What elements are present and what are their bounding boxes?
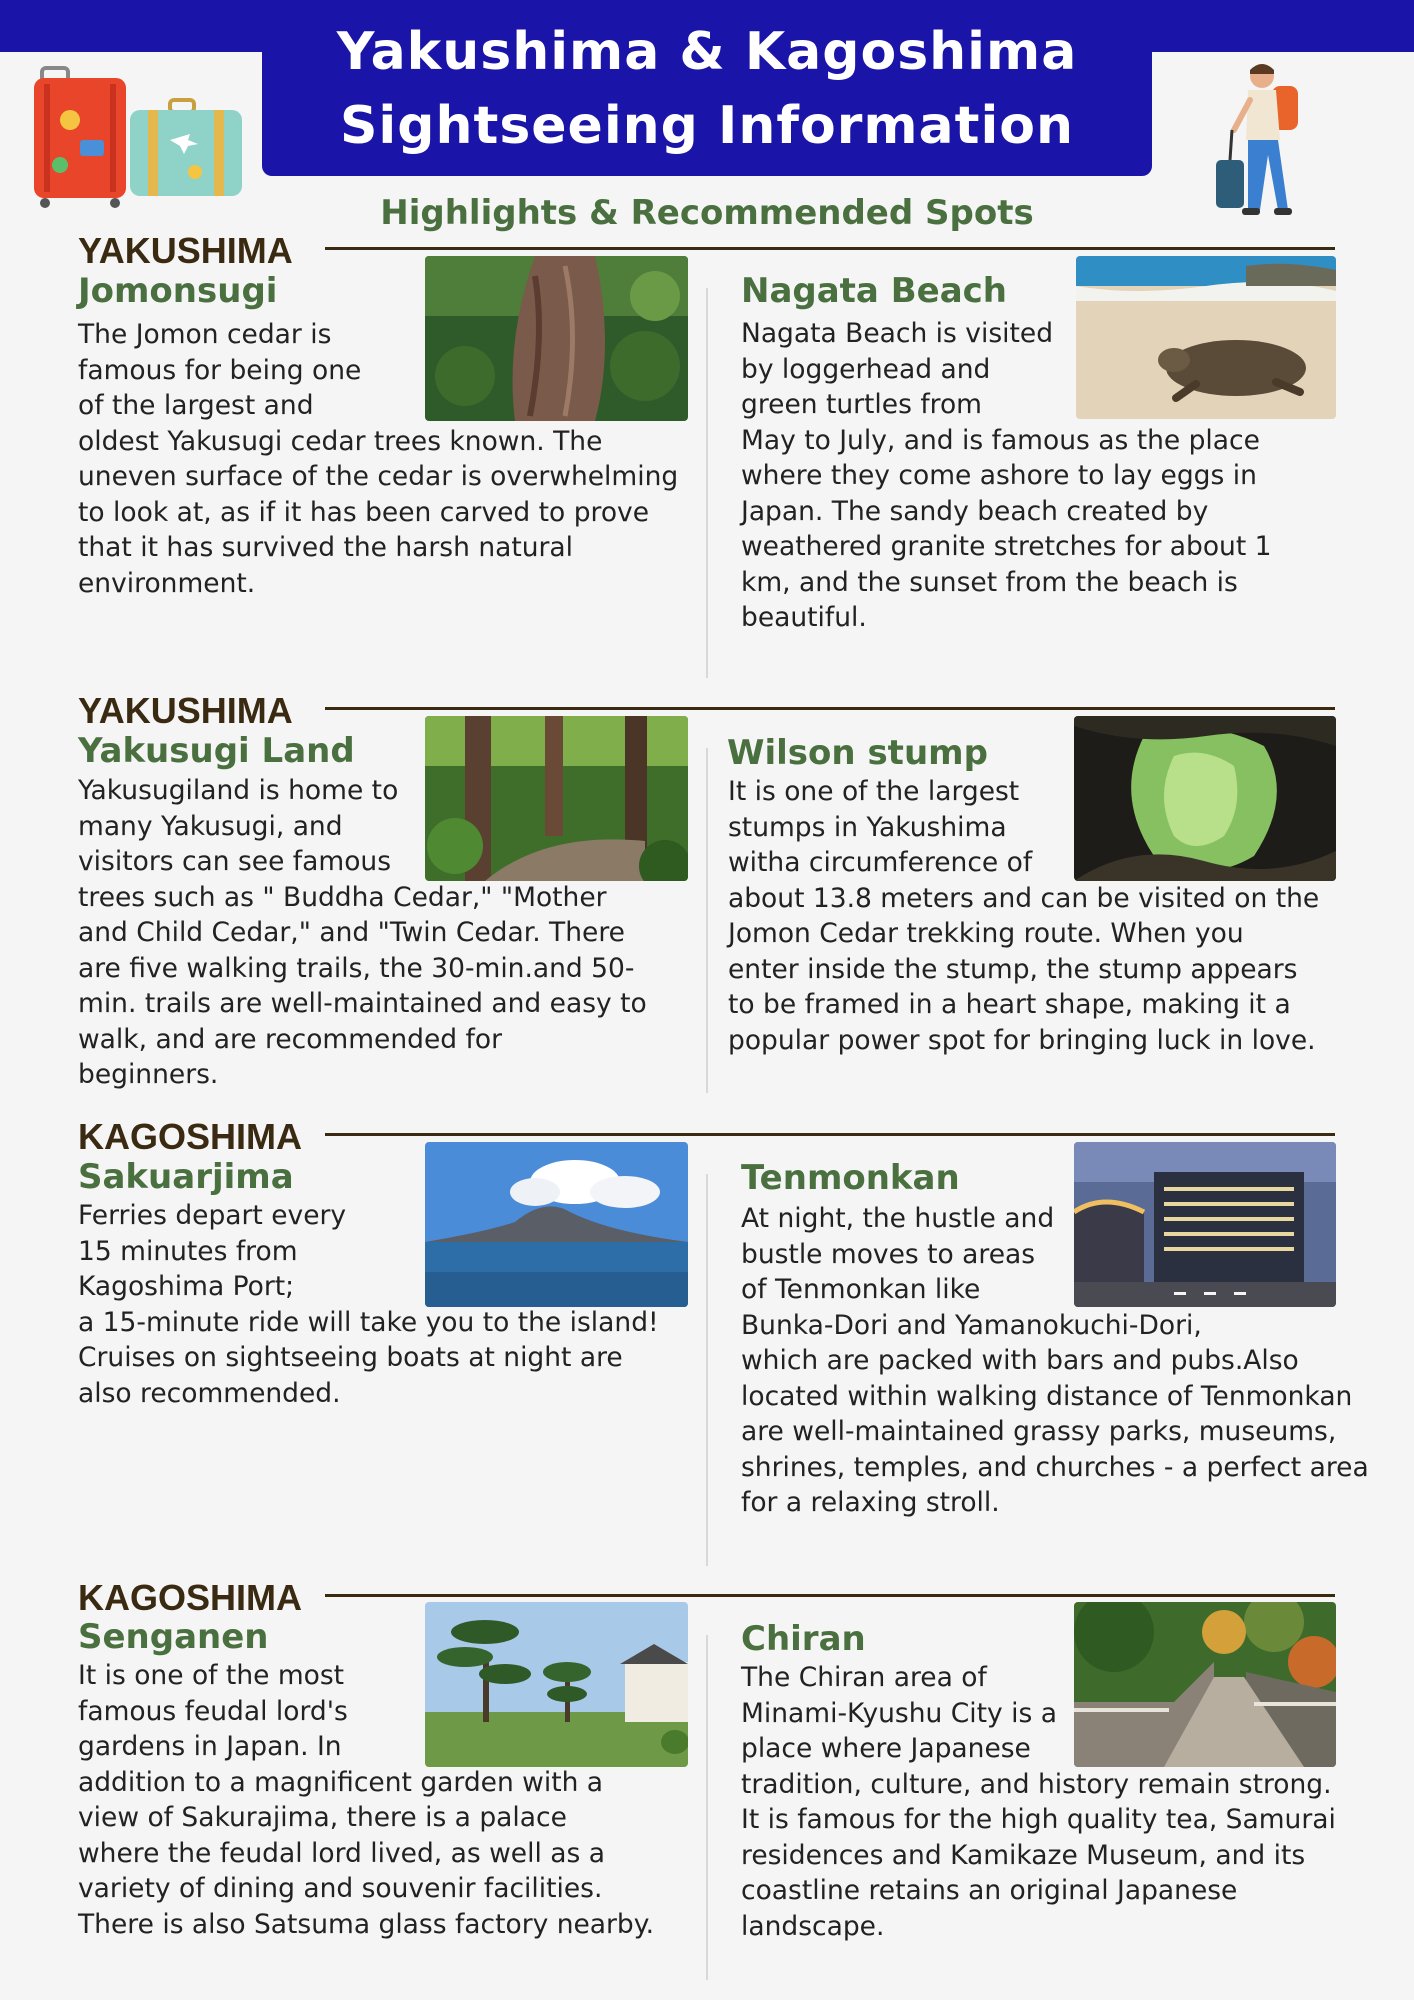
text-line: variety of dining and souvenir facilities. <box>78 1873 603 1904</box>
text-line: Minami-Kyushu City is a <box>741 1697 1057 1729</box>
text-line: located within walking distance of Tenmonkan <box>741 1380 1353 1412</box>
text-line: Bunka-Dori and Yamanokuchi-Dori, <box>741 1309 1202 1341</box>
text-line: Kagoshima Port; <box>78 1271 295 1302</box>
text-line: Yakusugiland is home to <box>78 775 399 806</box>
text-line: There is also Satsuma glass factory nearby. <box>78 1908 655 1940</box>
page-subtitle: Highlights & Recommended Spots <box>380 193 1034 233</box>
text-line: uneven surface of the cedar is overwhelming <box>78 461 679 492</box>
spot-title-wilson-stump: Wilson stump <box>727 733 988 773</box>
text-line: The Jomon cedar is <box>78 319 332 350</box>
text-line: gardens in Japan. In <box>78 1731 342 1762</box>
text-line: Jomon Cedar trekking route. When you <box>728 918 1244 949</box>
column-divider <box>706 748 708 1093</box>
spot-text-sakurajima <box>78 1198 659 1411</box>
text-line: visitors can see famous <box>78 846 392 877</box>
spot-text-chiran <box>741 1660 1336 1944</box>
spot-text-wilson-stump <box>728 774 1319 1058</box>
text-line: where they come ashore to lay eggs in <box>741 460 1257 491</box>
text-line: view of Sakurajima, there is a palace <box>78 1802 567 1833</box>
text-line: residences and Kamikaze Museum, and its <box>741 1839 1306 1871</box>
text-line: are well-maintained grassy parks, museums, <box>741 1416 1337 1447</box>
text-line: to be framed in a heart shape, making it a <box>728 989 1291 1020</box>
spot-title-tenmonkan: Tenmonkan <box>741 1158 960 1198</box>
text-line: also recommended. <box>78 1377 341 1409</box>
text-line: where the feudal lord lived, as well as a <box>78 1837 605 1869</box>
section-divider <box>325 1594 1335 1597</box>
section-divider <box>325 707 1335 710</box>
text-line: Nagata Beach is visited <box>741 318 1054 349</box>
text-line: a 15-minute ride will take you to the island! <box>78 1306 659 1338</box>
spot-text-senganen <box>78 1658 654 1942</box>
text-line: addition to a magnificent garden with a <box>78 1766 604 1798</box>
text-line: of Tenmonkan like <box>741 1274 981 1305</box>
text-line: for a relaxing stroll. <box>741 1487 1000 1518</box>
text-line: are five walking trails, the 30-min.and 50- <box>78 952 635 984</box>
text-line: of the largest and <box>78 390 314 421</box>
spot-title-jomonsugi: Jomonsugi <box>78 271 278 311</box>
text-line: tradition, culture, and history remain strong. <box>741 1768 1332 1800</box>
text-line: coastline retains an original Japanese <box>741 1875 1238 1906</box>
text-line: At night, the hustle and <box>741 1203 1055 1234</box>
text-line: popular power spot for bringing luck in love. <box>728 1024 1316 1056</box>
text-line: It is one of the largest <box>728 776 1020 807</box>
text-line: min. trails are well-maintained and easy to <box>78 988 647 1019</box>
spot-title-senganen: Senganen <box>78 1617 269 1657</box>
region-label: KAGOSHIMA <box>78 1116 302 1157</box>
text-line: walk, and are recommended for <box>78 1023 502 1055</box>
section-divider <box>325 1133 1335 1136</box>
text-line: beginners. <box>78 1059 219 1090</box>
text-line: km, and the sunset from the beach is <box>741 566 1238 598</box>
page-title-line-1: Yakushima & Kagoshima <box>336 22 1078 82</box>
text-line: trees such as " Buddha Cedar," "Mother <box>78 881 607 913</box>
text-line: May to July, and is famous as the place <box>741 424 1260 456</box>
column-divider <box>706 1635 708 1980</box>
text-line: It is one of the most <box>78 1660 345 1691</box>
region-label: KAGOSHIMA <box>78 1577 302 1618</box>
text-line: enter inside the stump, the stump appears <box>728 953 1298 985</box>
text-line: 15 minutes from <box>78 1235 298 1267</box>
page-title-line-2: Sightseeing Information <box>339 96 1075 156</box>
text-line: landscape. <box>741 1910 885 1942</box>
text-line: bustle moves to areas <box>741 1238 1036 1270</box>
text-line: stumps in Yakushima <box>728 811 1007 843</box>
text-line: famous feudal lord's <box>78 1695 348 1727</box>
text-line: which are packed with bars and pubs.Also <box>741 1345 1299 1376</box>
spot-title-nagata-beach: Nagata Beach <box>741 271 1007 311</box>
spot-text-yakusugi-land <box>78 773 647 1093</box>
spot-text-nagata-beach <box>741 316 1272 636</box>
text-line: and Child Cedar," and "Twin Cedar. There <box>78 917 625 948</box>
text-line: about 13.8 meters and can be visited on the <box>728 882 1320 914</box>
suitcase-icon <box>30 60 255 210</box>
text-line: green turtles from <box>741 389 982 420</box>
text-line: many Yakusugi, and <box>78 810 343 842</box>
text-line: weathered granite stretches for about 1 <box>741 531 1272 562</box>
text-line: The Chiran area of <box>741 1662 987 1693</box>
section-divider <box>325 247 1335 250</box>
spot-title-yakusugi-land: Yakusugi Land <box>78 731 355 771</box>
text-line: to look at, as if it has been carved to prove <box>78 496 650 528</box>
region-label: YAKUSHIMA <box>78 690 293 731</box>
text-line: witha circumference of <box>728 847 1033 878</box>
column-divider <box>706 288 708 678</box>
spot-title-chiran: Chiran <box>741 1619 866 1659</box>
text-line: Japan. The sandy beach created by <box>741 495 1209 527</box>
text-line: Ferries depart every <box>78 1200 347 1231</box>
text-line: that it has survived the harsh natural <box>78 532 574 563</box>
text-line: Cruises on sightseeing boats at night are <box>78 1342 623 1373</box>
text-line: beautiful. <box>741 602 867 633</box>
traveler-icon <box>1210 60 1320 230</box>
spot-text-jomonsugi <box>78 317 678 601</box>
text-line: by loggerhead and <box>741 353 991 385</box>
spot-text-tenmonkan <box>741 1201 1369 1521</box>
column-divider <box>706 1174 708 1566</box>
spot-title-sakurajima: Sakuarjima <box>78 1157 294 1197</box>
text-line: oldest Yakusugi cedar trees known. The <box>78 425 603 457</box>
text-line: shrines, temples, and churches - a perfect area <box>741 1451 1369 1483</box>
text-line: environment. <box>78 567 256 599</box>
text-line: It is famous for the high quality tea, Samurai <box>741 1804 1336 1835</box>
region-label: YAKUSHIMA <box>78 230 293 271</box>
text-line: place where Japanese <box>741 1733 1031 1764</box>
text-line: famous for being one <box>78 354 362 386</box>
